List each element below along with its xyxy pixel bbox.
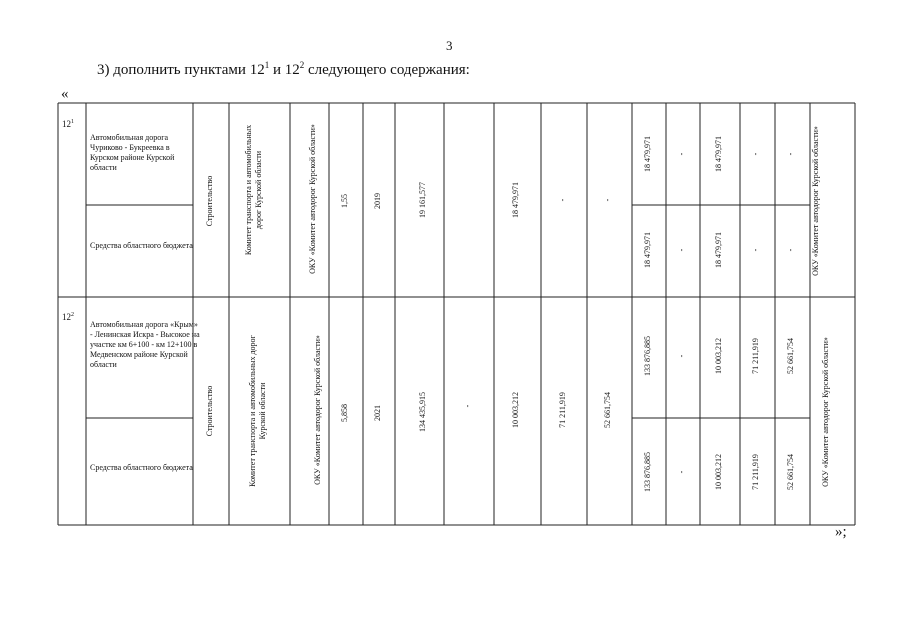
year: 2021 — [373, 405, 382, 421]
estimated-cost: 134 435,915 — [418, 392, 427, 432]
funding-bottom-1: 133 876,885 — [643, 452, 652, 492]
funding-bottom-3: 18 479,971 — [714, 232, 723, 268]
funding-top-4: - — [751, 152, 760, 156]
heading-sup-1: 1 — [264, 60, 270, 70]
funding-bottom-4: - — [751, 248, 760, 252]
estimated-cost: 19 161,577 — [418, 182, 427, 218]
funding-top-5: - — [786, 152, 795, 156]
year: 2019 — [373, 193, 382, 209]
cost-col-4: - — [603, 198, 612, 202]
cost-col-2: 10 003,212 — [511, 392, 520, 428]
funding-source: Средства областного бюджета — [90, 463, 193, 472]
cost-col-3: - — [558, 198, 567, 202]
funding-bottom-5: 52 661,754 — [786, 454, 795, 490]
heading-suffix: следующего содержания: — [304, 62, 470, 78]
funding-bottom-2: - — [677, 470, 686, 474]
funding-top-1: 18 479,971 — [643, 136, 652, 172]
funding-bottom-3: 10 003,212 — [714, 454, 723, 490]
row-number-12-2: $12^2$ — [62, 312, 74, 322]
funding-top-2: - — [677, 152, 686, 156]
cost-col-1 — [463, 170, 475, 230]
funding-top-1: 133 876,885 — [643, 336, 652, 376]
recipient: ОКУ «Комитет автодорог Курской области» — [811, 126, 820, 276]
funding-top-5: 52 661,754 — [786, 338, 795, 374]
row-number-12-1: $12^1$ — [62, 119, 74, 129]
heading-sup-2: 2 — [299, 60, 305, 70]
cost-col-2: 18 479,971 — [511, 182, 520, 218]
object-name: Автомобильная дорога Чуриково - Букреевка в Курском районе Курской области — [90, 133, 175, 172]
funding-source: Средства областного бюджета — [90, 241, 193, 250]
funding-bottom-1: 18 479,971 — [643, 232, 652, 268]
funding-bottom-5: - — [786, 248, 795, 252]
heading-middle: и 12 — [269, 62, 300, 78]
capacity: 5,858 — [340, 404, 349, 422]
object-name: Автомобильная дорога «Крым» - Ленинская Искра - Высокое на участке км 6+100 - км 12+100 в Медвенском районе Курской области — [90, 320, 200, 369]
funding-top-3: 18 479,971 — [714, 136, 723, 172]
customer: Комитет транспорта и автомобильных дорог Курской области — [248, 335, 267, 487]
work-type: Строительство — [205, 385, 214, 437]
capacity: 1,55 — [340, 194, 349, 208]
executor: ОКУ «Комитет автодорог Курской области» — [308, 124, 317, 274]
recipient: ОКУ «Комитет автодорог Курской области» — [821, 337, 830, 487]
cost-col-4: 52 661,754 — [603, 392, 612, 428]
open-quote: « — [61, 86, 69, 102]
funding-bottom-4: 71 211,919 — [751, 454, 760, 490]
funding-top-3: 10 003,212 — [714, 338, 723, 374]
executor: ОКУ «Комитет автодорог Курской области» — [313, 335, 322, 485]
section-heading — [97, 62, 470, 79]
customer: Комитет транспорта и автомобильных дорог Курской области — [244, 124, 263, 256]
funding-top-4: 71 211,919 — [751, 338, 760, 374]
cost-col-1: - — [463, 404, 472, 408]
cost-col-3: 71 211,919 — [558, 392, 567, 428]
close-quote: »; — [835, 524, 847, 540]
work-type: Строительство — [205, 175, 214, 227]
funding-bottom-2: - — [677, 248, 686, 252]
heading-prefix: 3) дополнить пунктами 12 — [97, 62, 265, 78]
funding-top-2: - — [677, 354, 686, 358]
page-number: 3 — [446, 38, 453, 53]
